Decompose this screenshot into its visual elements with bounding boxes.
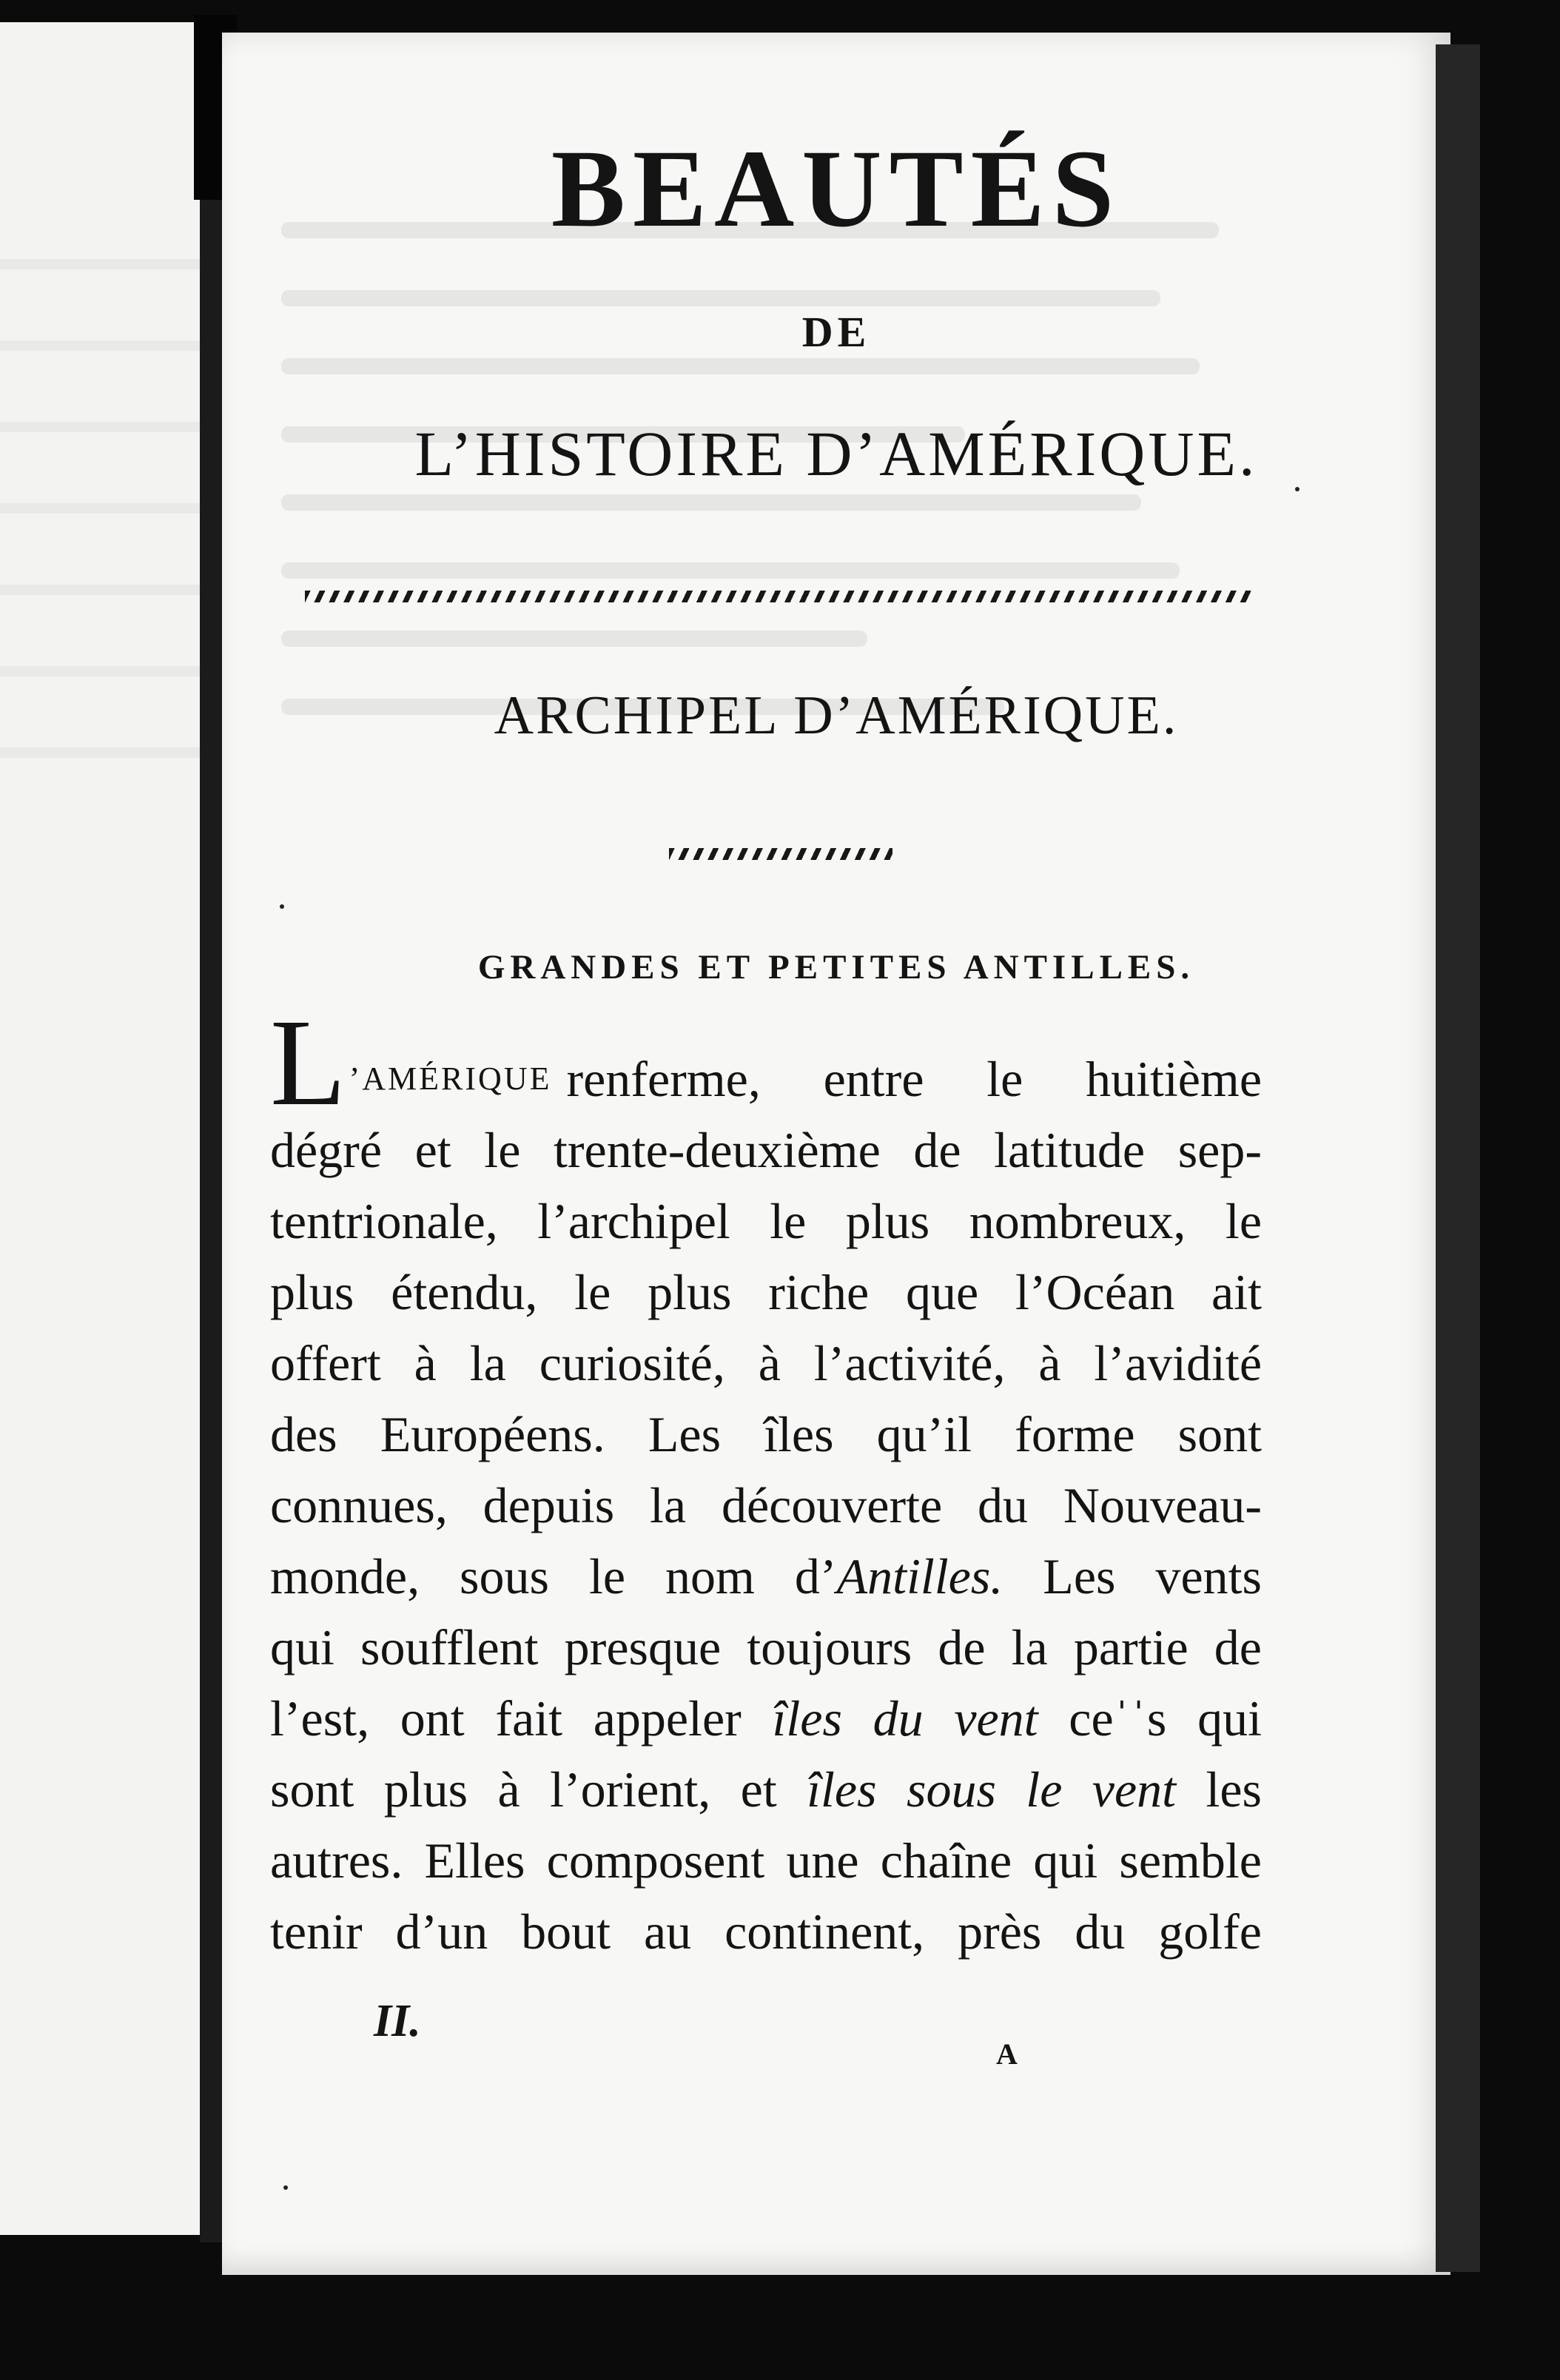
body-line bbox=[270, 1541, 1262, 1612]
body-line bbox=[270, 1683, 1262, 1754]
title-connector: DE bbox=[801, 308, 871, 356]
body-line: tenir d’un bout au continent, près du golfe bbox=[270, 1903, 1262, 1960]
body-text-run: sont plus à l’orient, et bbox=[270, 1761, 807, 1818]
ornamental-rule bbox=[305, 591, 1252, 602]
italic-term: îles du vent bbox=[772, 1690, 1038, 1747]
signature-mark: II. bbox=[374, 1996, 421, 2046]
page-edge-shadow bbox=[1436, 44, 1480, 2272]
body-text bbox=[270, 994, 1262, 1967]
body-line: des Européens. Les îles qu’il forme sont bbox=[270, 1406, 1262, 1462]
ornamental-rule-short bbox=[669, 848, 892, 860]
section-heading: ARCHIPEL D’AMÉRIQUE. bbox=[494, 685, 1179, 746]
body-line bbox=[270, 994, 1262, 1132]
facing-page-edge bbox=[0, 22, 207, 2235]
body-line: connues, depuis la découverte du Nouveau- bbox=[270, 1477, 1262, 1533]
body-line-text: renferme, entre le huitième bbox=[566, 1051, 1262, 1107]
body-text-run: monde, sous le nom d’ bbox=[270, 1548, 837, 1604]
subsection-heading: GRANDES ET PETITES ANTILLES. bbox=[477, 948, 1195, 986]
body-line: dégré et le trente-deuxième de latitude sep- bbox=[270, 1122, 1262, 1178]
lead-smallcaps: ’AMÉRIQUE bbox=[349, 1060, 552, 1097]
body-text-run: Les vents bbox=[1003, 1548, 1262, 1604]
body-line: plus étendu, le plus riche que l’Océan ait bbox=[270, 1264, 1262, 1320]
body-line: autres. Elles composent une chaîne qui semble bbox=[270, 1832, 1262, 1889]
italic-term: Antilles. bbox=[836, 1548, 1003, 1604]
page-title: BEAUTÉS bbox=[551, 127, 1122, 250]
body-text-run: l’est, ont fait appeler bbox=[270, 1690, 773, 1747]
body-line bbox=[270, 1754, 1262, 1825]
body-line: offert à la curiosité, à l’activité, à l’avidité bbox=[270, 1335, 1262, 1391]
body-line: qui soufflent presque toujours de la partie de bbox=[270, 1619, 1262, 1675]
gathering-mark: A bbox=[996, 2037, 1018, 2071]
body-line: tentrionale, l’archipel le plus nombreux, le bbox=[270, 1193, 1262, 1249]
ink-speck bbox=[283, 2185, 288, 2190]
book-spine bbox=[200, 15, 225, 2242]
page-subtitle: L’HISTOIRE D’AMÉRIQUE. bbox=[414, 418, 1258, 489]
italic-term: îles sous le vent bbox=[807, 1761, 1177, 1818]
ink-speck bbox=[1295, 487, 1300, 491]
ink-speck bbox=[280, 904, 284, 909]
body-text-run: ceˈˈs qui bbox=[1038, 1690, 1262, 1747]
body-text-run: les bbox=[1176, 1761, 1262, 1818]
drop-cap: L bbox=[270, 994, 346, 1132]
